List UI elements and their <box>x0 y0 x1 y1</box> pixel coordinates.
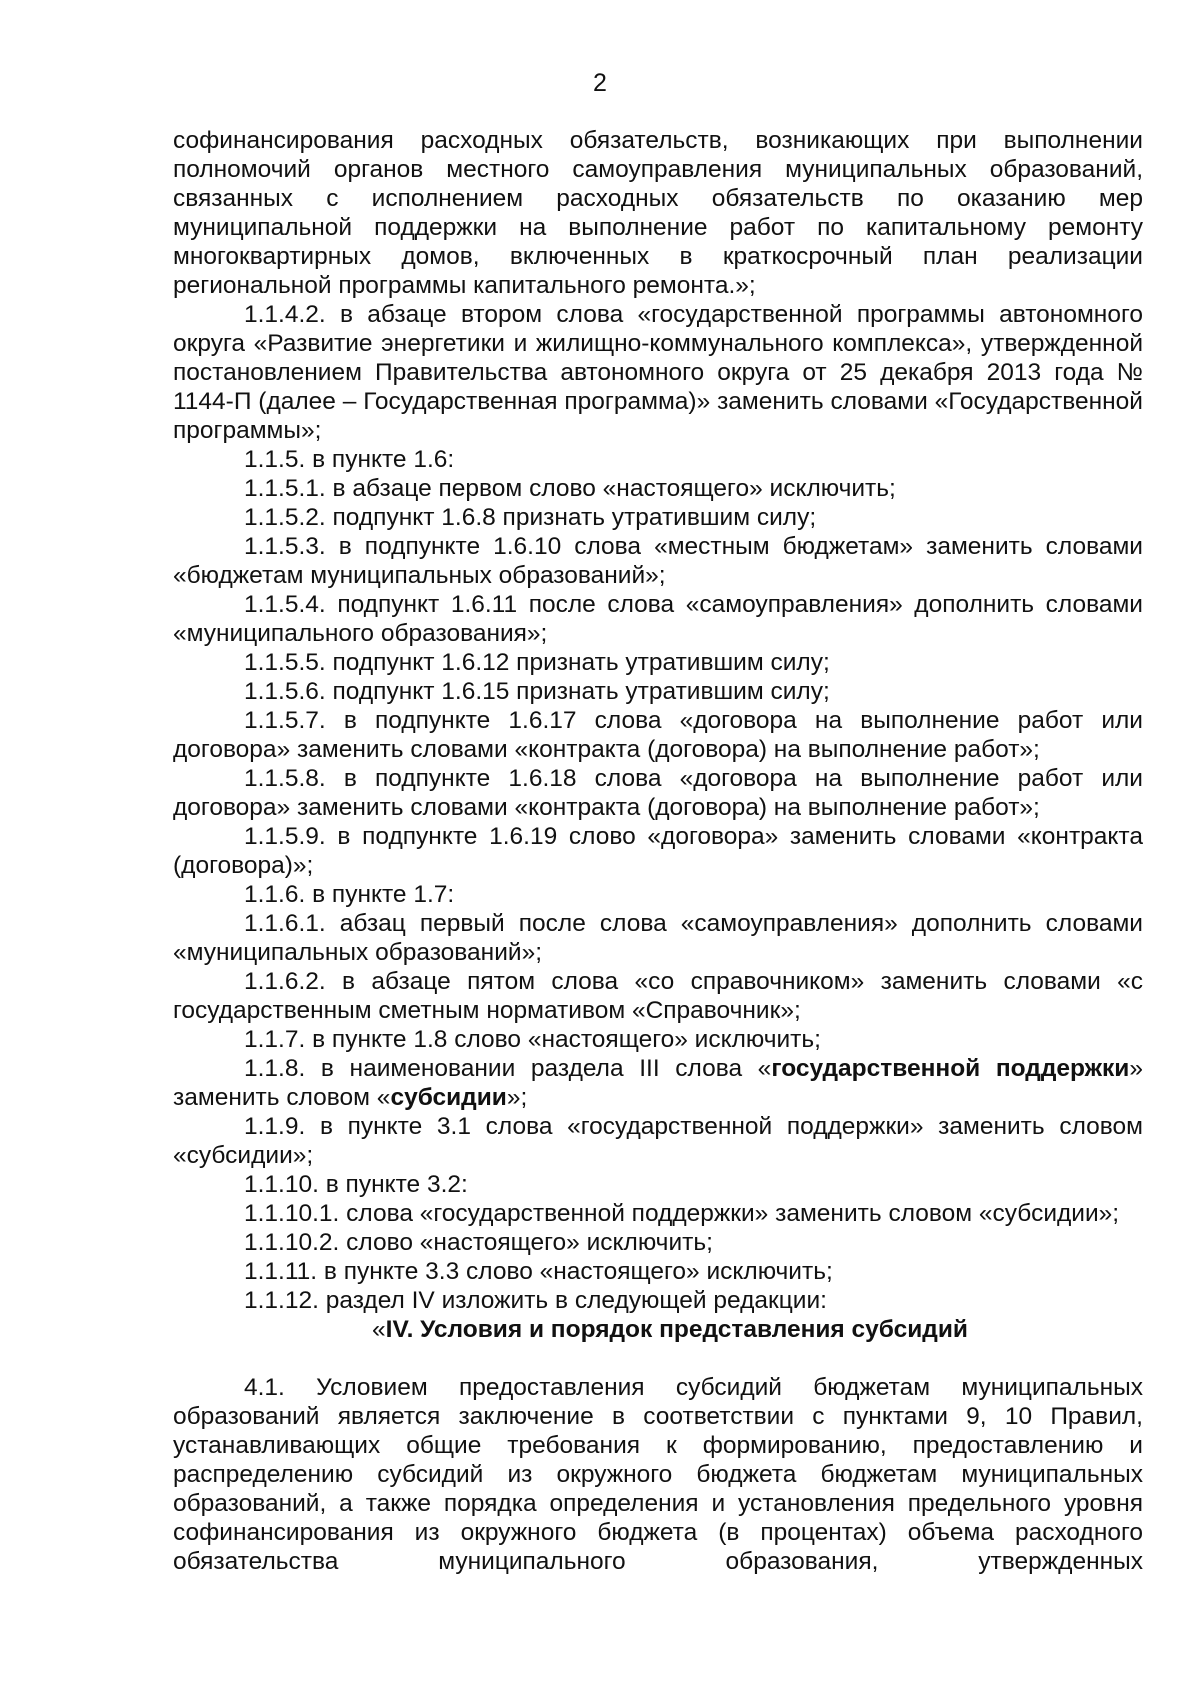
heading-quote: « <box>372 1316 386 1343</box>
paragraph-1-1-5-3: 1.1.5.3. в подпункте 1.6.10 слова «местным бюджетам» заменить словами «бюджетам муниципальных образований»; <box>173 533 1143 589</box>
paragraph-1-1-4-2: 1.1.4.2. в абзаце втором слова «государственной программы автономного округа «Развитие энергетики и жилищно-коммунального комплекса», утвержденной постановлением Правительства автономного округа от 25 декабря 2013 года № 1144-П (далее – Государственная программа)» заменить словами «Государственной программы»; <box>173 301 1143 444</box>
text-fragment: » заменить словом « <box>173 1055 1143 1111</box>
paragraph-1-1-7: 1.1.7. в пункте 1.8 слово «настоящего» исключить; <box>244 1026 821 1053</box>
paragraph-1-1-5-6: 1.1.5.6. подпункт 1.6.15 признать утратившим силу; <box>244 678 830 705</box>
paragraph-1-1-5-4: 1.1.5.4. подпункт 1.6.11 после слова «самоуправления» дополнить словами «муниципального образования»; <box>173 591 1143 647</box>
text-fragment: »; <box>506 1084 528 1111</box>
section-heading <box>173 1315 1143 1344</box>
paragraph-1-1-10-2: 1.1.10.2. слово «настоящего» исключить; <box>244 1229 713 1256</box>
paragraph-1-1-5: 1.1.5. в пункте 1.6: <box>244 446 455 473</box>
paragraph-1-1-10-1: 1.1.10.1. слова «государственной поддержки» заменить словом «субсидии»; <box>244 1200 1120 1227</box>
paragraph-continuation: софинансирования расходных обязательств, возникающих при выполнении полномочий органов местного самоуправления муниципальных образований, связанных с исполнением расходных обязательств по оказанию мер муниципальной поддержки на выполнение работ по капитальному ремонту многоквартирных домов, включенных в краткосрочный план реализации региональной программы капитального ремонта.»; <box>173 127 1143 299</box>
paragraph-1-1-5-1: 1.1.5.1. в абзаце первом слово «настоящего» исключить; <box>244 475 896 502</box>
paragraph-1-1-8 <box>173 1054 1143 1112</box>
paragraph-1-1-5-2: 1.1.5.2. подпункт 1.6.8 признать утратившим силу; <box>244 504 817 531</box>
paragraph-1-1-11: 1.1.11. в пункте 3.3 слово «настоящего» исключить; <box>244 1258 833 1285</box>
paragraph-1-1-5-8: 1.1.5.8. в подпункте 1.6.18 слова «договора на выполнение работ или договора» заменить словами «контракта (договора) на выполнение работ»; <box>173 765 1143 821</box>
paragraph-1-1-5-5: 1.1.5.5. подпункт 1.6.12 признать утратившим силу; <box>244 649 830 676</box>
paragraph-1-1-12: 1.1.12. раздел IV изложить в следующей редакции: <box>244 1287 827 1314</box>
heading-text: IV. Условия и порядок представления субсидий <box>385 1316 968 1343</box>
paragraph-1-1-6-2: 1.1.6.2. в абзаце пятом слова «со справочником» заменить словами «с государственным сметным нормативом «Справочник»; <box>173 968 1143 1024</box>
paragraph-1-1-10: 1.1.10. в пункте 3.2: <box>244 1171 468 1198</box>
paragraph-1-1-5-7: 1.1.5.7. в подпункте 1.6.17 слова «договора на выполнение работ или договора» заменить словами «контракта (договора) на выполнение работ»; <box>173 707 1143 763</box>
bold-fragment: субсидии <box>390 1084 507 1111</box>
paragraph-1-1-5-9: 1.1.5.9. в подпункте 1.6.19 слово «договора» заменить словами «контракта (договора)»; <box>173 823 1143 879</box>
text-fragment: 1.1.8. в наименовании раздела III слова « <box>244 1055 772 1082</box>
paragraph-4-1: 4.1. Условием предоставления субсидий бюджетам муниципальных образований является заключение в соответствии с пунктами 9, 10 Правил, устанавливающих общие требования к формированию, предоставлению и распределению субсидий из окружного бюджета бюджетам муниципальных образований, а также порядка определения и установления предельного уровня софинансирования из окружного бюджета (в процентах) объема расходного обязательства муниципального образования, утвержденных <box>173 1374 1143 1575</box>
page-number: 2 <box>593 69 607 97</box>
document-body <box>173 126 1143 1576</box>
spacer <box>173 1344 1143 1373</box>
bold-fragment: государственной поддержки <box>771 1055 1130 1082</box>
paragraph-1-1-6-1: 1.1.6.1. абзац первый после слова «самоуправления» дополнить словами «муниципальных образований»; <box>173 910 1143 966</box>
paragraph-1-1-6: 1.1.6. в пункте 1.7: <box>244 881 455 908</box>
paragraph-1-1-9: 1.1.9. в пункте 3.1 слова «государственной поддержки» заменить словом «субсидии»; <box>173 1113 1143 1169</box>
